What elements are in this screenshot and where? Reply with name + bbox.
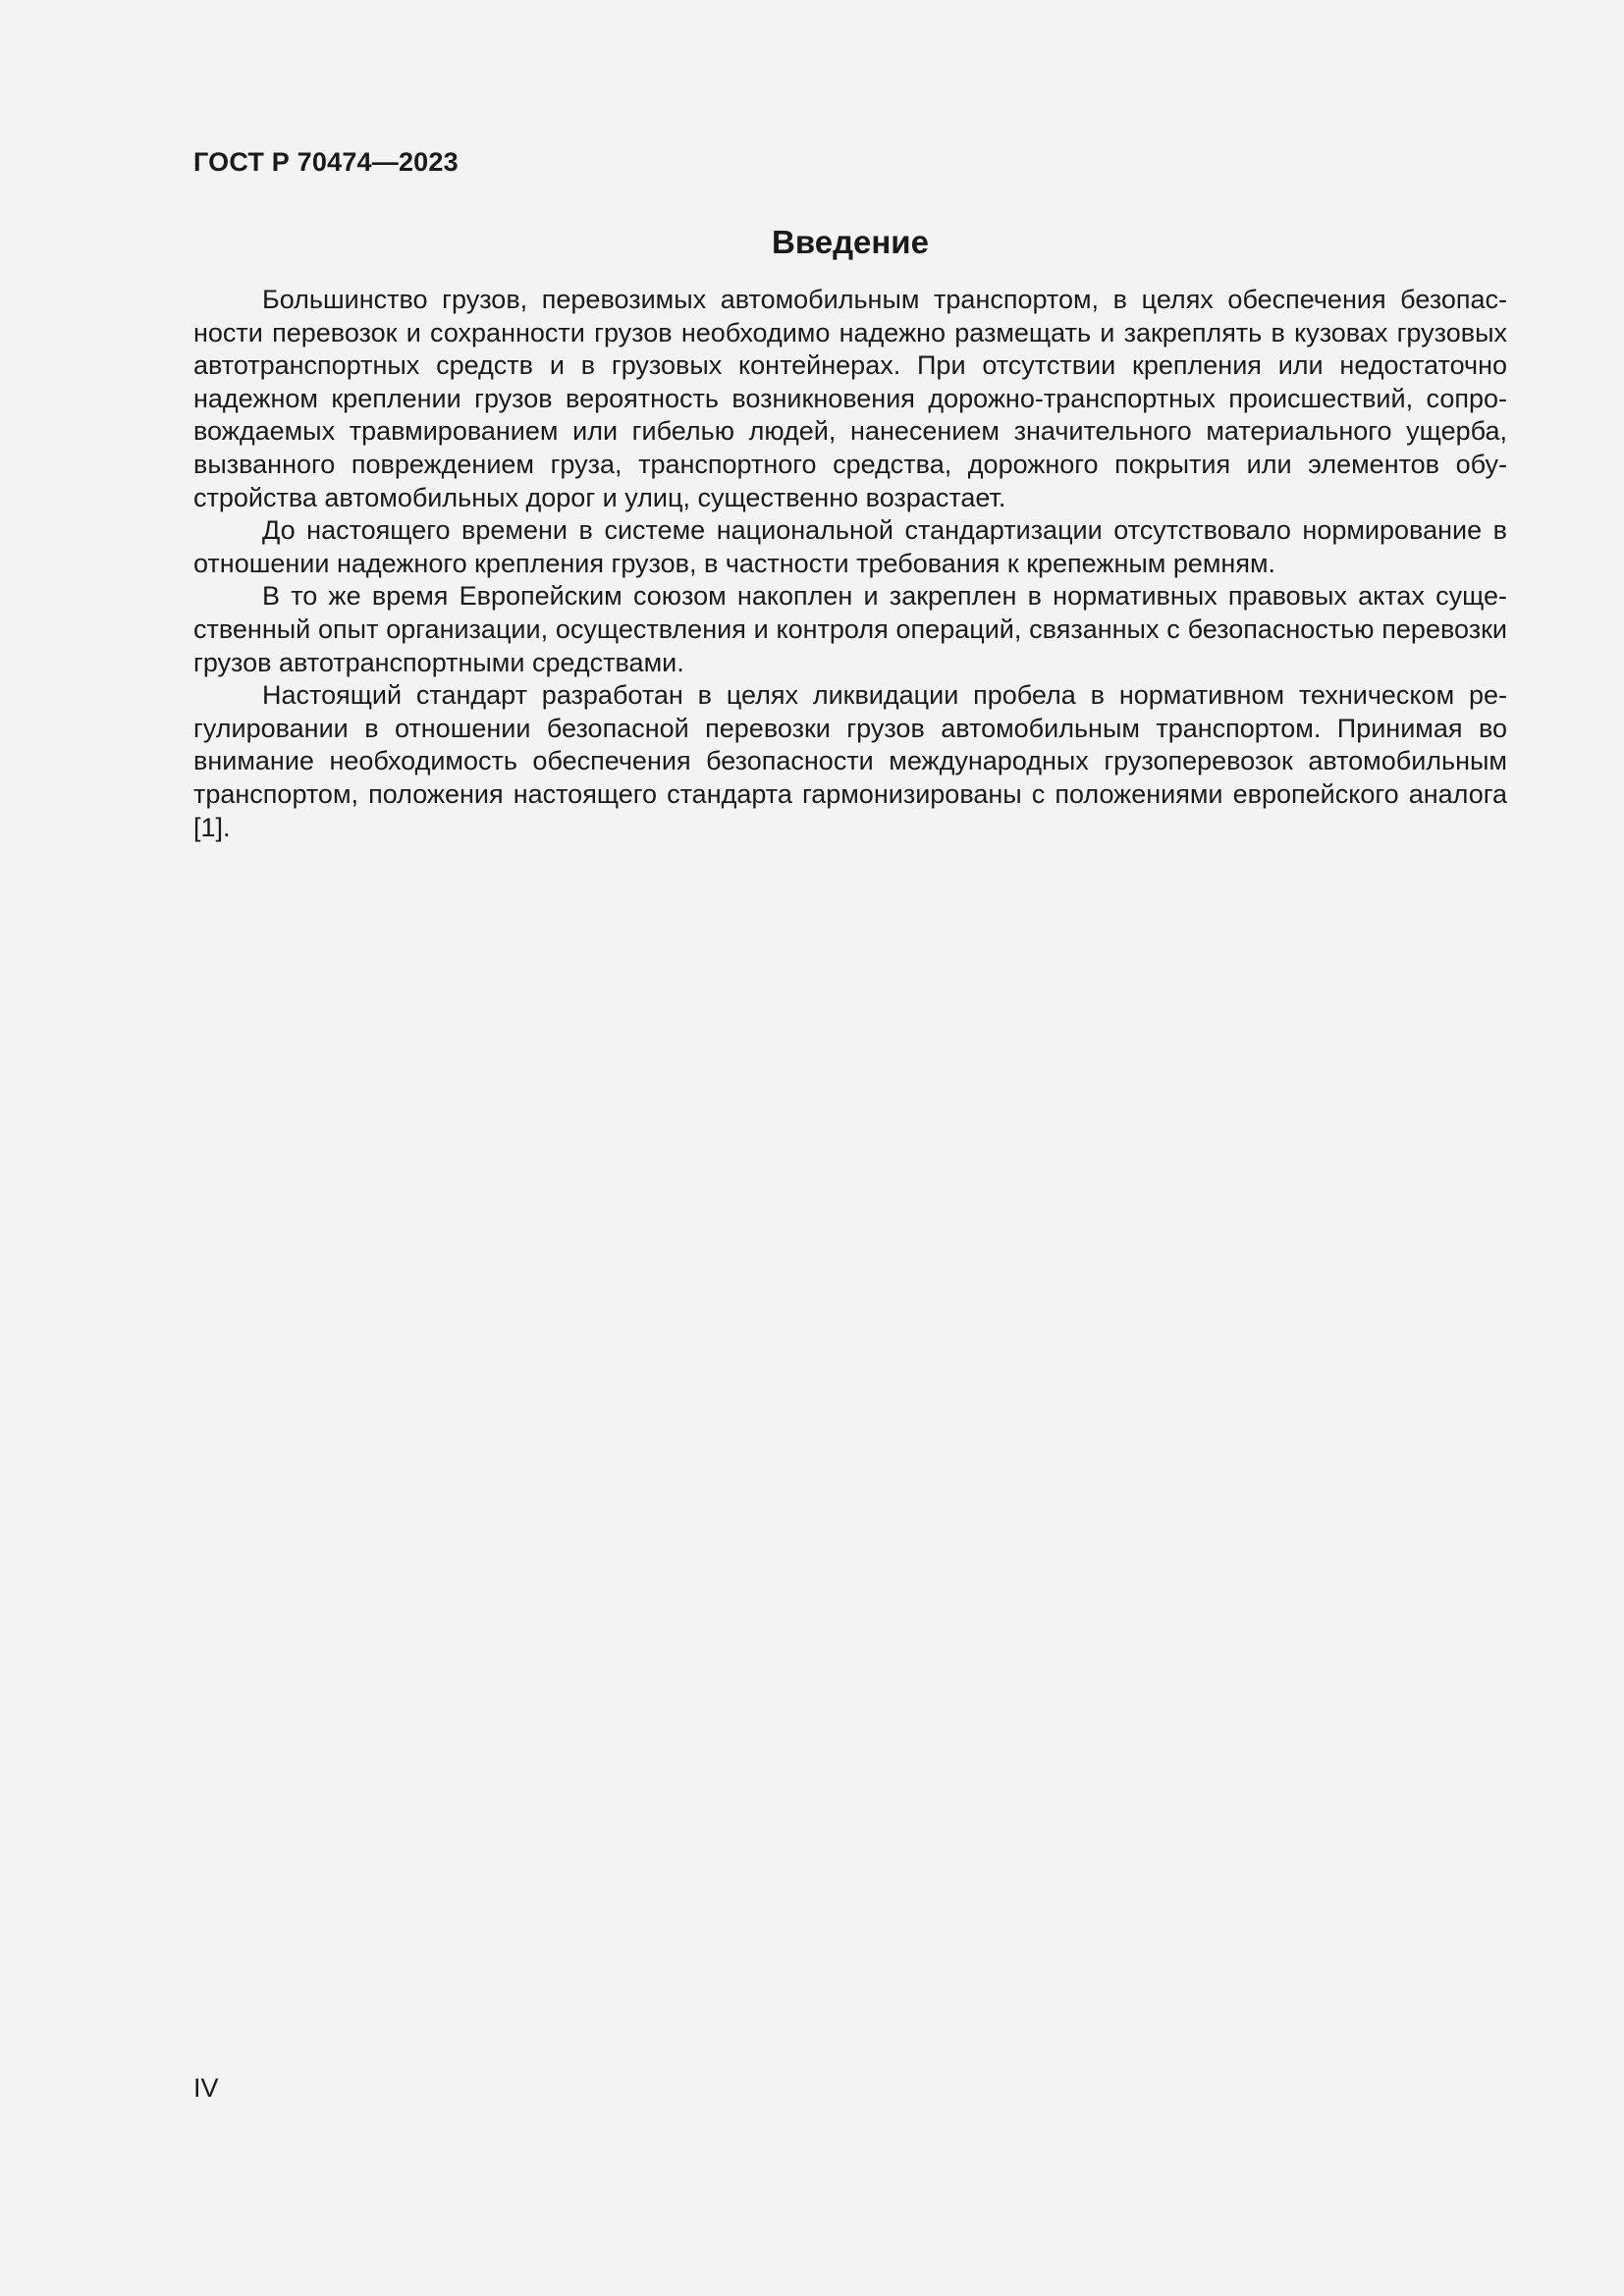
paragraph: До настоящего времени в системе национальной стандартизации отсутствовало нормирование в отношении надежного крепления грузов, в частности требования к крепежным ремням.: [193, 515, 1507, 578]
paragraph: Большинство грузов, перевозимых автомобильным транспортом, в целях обеспечения безопасности перевозок и сохранности грузов необходимо надежно размещать и закреплять в кузовах грузовых автотранспортных средств и в грузовых контейнерах. При отсутствии крепления или недостаточно надежном креплении грузов вероятность возникновения дорожно-транспортных происшествий, сопровождаемых травмированием или гибелью людей, нанесением значительного материального ущерба, вызванного повреждением груза, транспортного средства, дорожного покрытия или элементов обустройства автомобильных дорог и улиц, существенно возрастает.: [193, 285, 1507, 512]
document-code: ГОСТ Р 70474—2023: [193, 147, 459, 177]
paragraph: Настоящий стандарт разработан в целях ликвидации пробела в нормативном техническом регулировании в отношении безопасной перевозки грузов автомобильным транспортом. Принимая во внимание необходимость обеспечения безопасности международных грузоперевозок автомобильным транспортом, положения настоящего стандарта гармонизированы с положениями европейского аналога [1].: [193, 680, 1507, 842]
section-body: [193, 284, 1507, 844]
paragraph: В то же время Европейским союзом накоплен и закреплен в нормативных правовых актах существенный опыт организации, осуществления и контроля операций, связанных с безопасностью перевозки грузов автотранспортными средствами.: [193, 581, 1507, 677]
page-number: IV: [193, 2073, 219, 2103]
section-title: Введение: [772, 224, 929, 260]
